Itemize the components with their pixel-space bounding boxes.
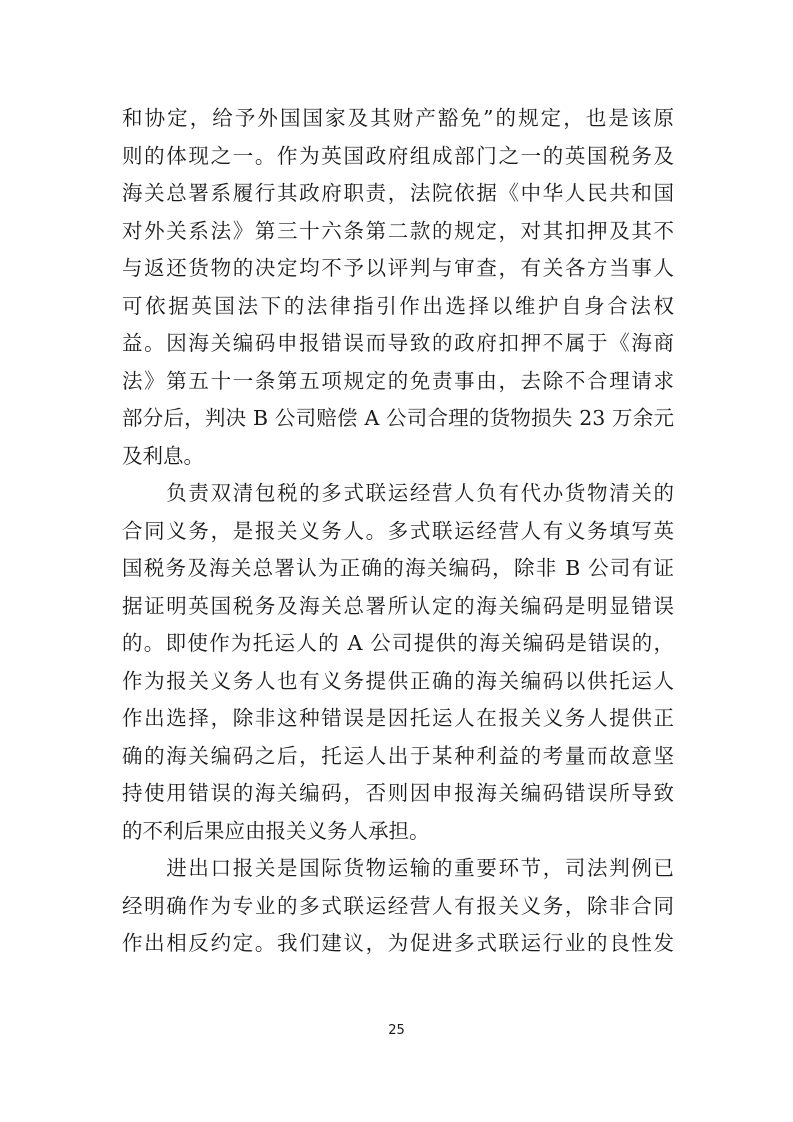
text-line: 和协定，给予外国国家及其财产豁免”的规定，也是该原 (122, 106, 674, 130)
text-line: 对外关系法》第三十六条第二款的规定，对其扣押及其不 (122, 218, 674, 243)
text-line: 负责双清包税的多式联运经营人负有代办货物清关的 (122, 481, 674, 505)
text-line: 持使用错误的海关编码，否则因申报海关编码错误所导致 (122, 781, 674, 805)
text-line: 及利息。 (122, 443, 204, 468)
text-line: 的。即使作为托运人的 A 公司提供的海关编码是错误的， (122, 631, 674, 655)
text-line: 法》第五十一条第五项规定的免责事由，去除不合理请求 (122, 368, 674, 393)
text-line: 作出相反约定。我们建议，为促进多式联运行业的良性发 (122, 931, 674, 955)
text-line: 据证明英国税务及海关总署所认定的海关编码是明显错误 (122, 593, 674, 618)
text-line: 与返还货物的决定均不予以评判与审查，有关各方当事人 (122, 256, 674, 280)
text-line: 合同义务，是报关义务人。多式联运经营人有义务填写英 (122, 518, 674, 543)
text-line: 确的海关编码之后，托运人出于某种利益的考量而故意坚 (122, 743, 674, 768)
text-line: 海关总署系履行其政府职责，法院依据《中华人民共和国 (122, 181, 674, 205)
page-number: 25 (388, 1023, 405, 1038)
text-line: 部分后，判决 B 公司赔偿 A 公司合理的货物损失 23 万余元 (122, 406, 674, 430)
text-line: 经明确作为专业的多式联运经营人有报关义务，除非合同 (122, 893, 674, 918)
text-line: 作为报关义务人也有义务提供正确的海关编码以供托运人 (122, 668, 674, 693)
text-line: 则的体现之一。作为英国政府组成部门之一的英国税务及 (122, 143, 674, 168)
text-line: 国税务及海关总署认为正确的海关编码，除非 B 公司有证 (122, 556, 674, 580)
text-line: 的不利后果应由报关义务人承担。 (122, 818, 430, 843)
body-text (122, 100, 674, 963)
text-line: 进出口报关是国际货物运输的重要环节，司法判例已 (122, 856, 674, 880)
text-line: 益。因海关编码申报错误而导致的政府扣押不属于《海商 (122, 331, 674, 355)
text-line: 可依据英国法下的法律指引作出选择以维护自身合法权 (122, 293, 674, 318)
text-line: 作出选择，除非这种错误是因托运人在报关义务人提供正 (122, 706, 674, 730)
